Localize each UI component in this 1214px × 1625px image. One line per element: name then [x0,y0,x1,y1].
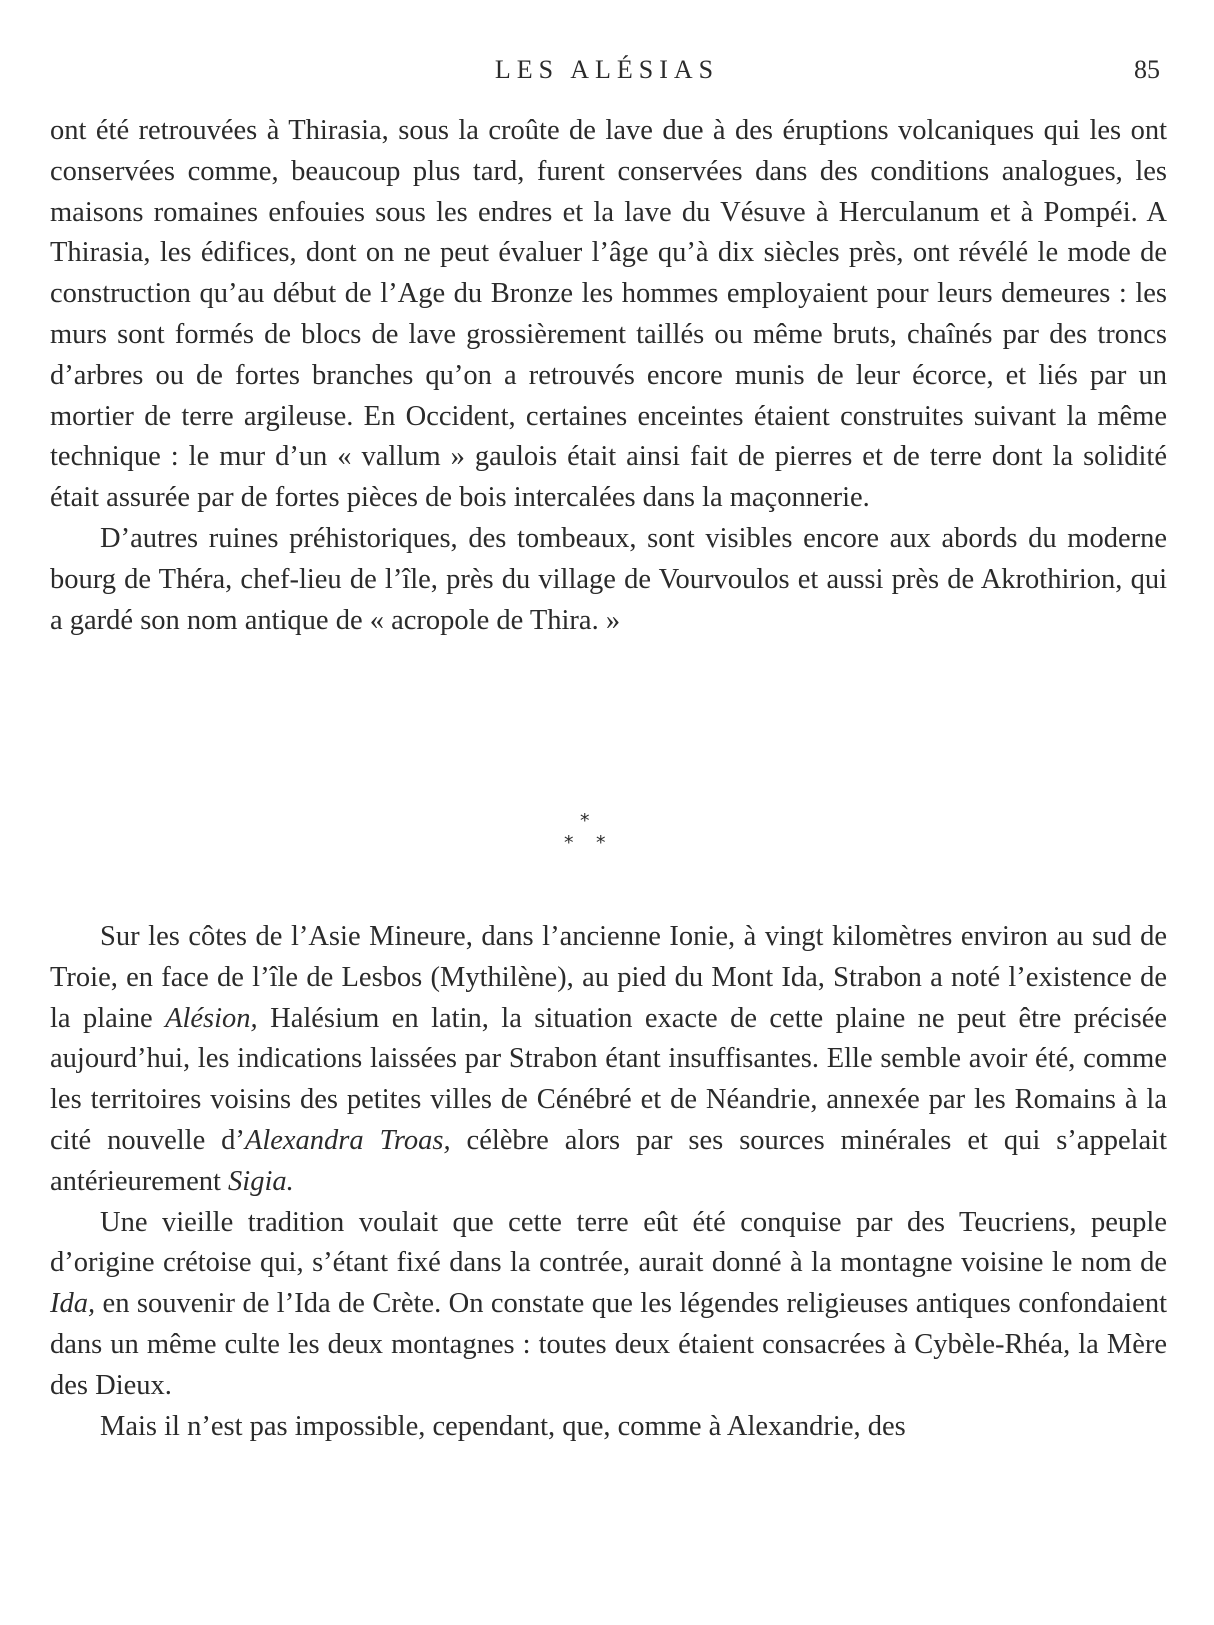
asterisk-mark: * [596,832,606,854]
place-name-italic: Alexandra Troas, [244,1124,451,1156]
place-name-italic: Alésion, [165,1002,258,1034]
place-name-italic: Ida, [50,1288,96,1320]
page-number: 85 [1134,55,1160,84]
paragraph-alexandria: Mais il n’est pas impossible, cependant, que, comme à Alexandrie, des [100,1410,906,1442]
asterisk-mark: * [580,810,590,832]
paragraph-alesion-plain [50,917,1167,1203]
text-run: célèbre alors par ses sources minérales et qui s’appelait antérieurement [50,1124,1168,1197]
section-separator [0,812,1214,862]
asterisk-mark: * [564,832,574,854]
paragraph-teucrian-tradition [50,1203,1167,1407]
text-run: Une vieille tradition voulait que cette terre eût été conquise par des Teucriens, peuple d’origine crétoise qui, s’étant fixé dans la contrée, aurait donné à la montagne voisine le nom de [50,1206,1167,1279]
paragraph-thirasia: ont été retrouvées à Thirasia, sous la croûte de lave due à des éruptions volcaniques qui les ont conservées comme, beaucoup plus tard, furent conservées dans des conditions analogues, les maisons romaines enfouies sous les endres et la lave du Vésuve à Herculanum et à Pompéi. A Thirasia, les édifices, dont on ne peut évaluer l’âge qu’à dix siècles près, ont révélé le mode de construction qu’au début de l’Age du Bronze les hommes employaient pour leurs demeures : les murs sont formés de blocs de lave grossièrement taillés ou même bruts, chaînés par des troncs d’arbres ou de fortes branches qu’on a retrouvés encore munis de leur écorce, et liés par un mortier de terre argileuse. En Occident, certaines enceintes étaient construites suivant la même technique : le mur d’un « vallum » gaulois était ainsi fait de pierres et de terre dont la solidité était assurée par de fortes pièces de bois intercalées dans la maçonnerie. [50,115,1167,514]
text-run: Halésium en latin, la situation exacte de cette plaine ne peut être précisée aujourd’hui, les indications laissées par Strabon étant insuffisantes. Elle semble avoir été, comme les territoires voisins des petites villes de Cénébré et de Néandrie, annexée par les Romains à la cité nouvelle d’ [50,1002,1167,1156]
text-run: en souvenir de l’Ida de Crète. On constate que les légendes religieuses antiques confondaient dans un même culte les deux montagnes : toutes deux étaient consacrées à Cybèle-Rhéa, la Mère des Dieux. [50,1288,1167,1401]
paragraph-prehistoric-ruins: D’autres ruines préhistoriques, des tombeaux, sont visibles encore aux abords du moderne bourg de Théra, chef-lieu de l’île, près du village de Vourvoulos et aussi près de Akrothirion, qui a gardé son nom antique de « acropole de Thira. » [50,522,1167,636]
section-asia-minor [50,917,1167,1447]
section-thera [50,111,1167,641]
place-name-italic: Sigia. [228,1165,294,1197]
running-head [0,54,1214,86]
text-run: Sur les côtes de l’Asie Mineure, dans l’ancienne Ionie, à vingt kilomètres environ au sud de Troie, en face de l’île de Lesbos (Mythilène), au pied du Mont Ida, Strabon a noté l’existence de la plaine [50,921,1167,1034]
running-title: LES ALÉSIAS [494,55,720,84]
